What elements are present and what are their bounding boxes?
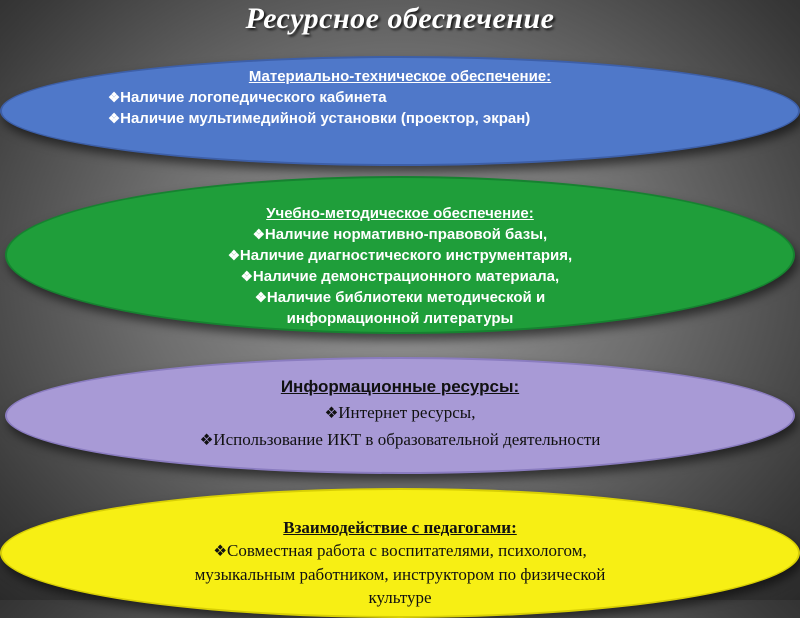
slide-title: Ресурсное обеспечение — [245, 2, 555, 35]
material-heading: Материально-техническое обеспечение: — [248, 68, 552, 85]
list-item: ❖Наличие диагностического инструментария, — [227, 247, 573, 264]
diamond-bullet-icon: ❖ — [252, 227, 265, 242]
informational-heading: Информационные ресурсы: — [280, 377, 520, 396]
list-item: ❖Использование ИКТ в образовательной деятельности — [199, 430, 601, 449]
diamond-bullet-icon: ❖ — [108, 90, 121, 105]
interaction-heading: Взаимодействие с педагогами: — [283, 518, 517, 537]
diamond-bullet-icon: ❖ — [227, 248, 240, 263]
list-item-continuation: музыкальным работником, инструктором по физической — [194, 565, 606, 584]
teacher-interaction-block — [60, 516, 740, 609]
list-item: ❖Наличие библиотеки методической и — [254, 289, 546, 306]
diamond-bullet-icon: ❖ — [240, 269, 253, 284]
diamond-bullet-icon: ❖ — [324, 405, 339, 422]
list-item: ❖Наличие мультимедийной установки (проектор, экран) — [108, 110, 531, 127]
list-item: ❖Наличие нормативно-правовой базы, — [252, 226, 548, 243]
material-resources-block — [40, 66, 760, 129]
diamond-bullet-icon: ❖ — [254, 290, 267, 305]
methodical-heading: Учебно-методическое обеспечение: — [266, 205, 534, 222]
list-item: ❖Наличие демонстрационного материала, — [240, 268, 560, 285]
diamond-bullet-icon: ❖ — [213, 543, 227, 560]
diamond-bullet-icon: ❖ — [108, 111, 121, 126]
informational-resources-block — [40, 374, 760, 454]
list-item: ❖Совместная работа с воспитателями, психологом, — [213, 541, 587, 560]
diamond-bullet-icon: ❖ — [199, 432, 214, 449]
list-item: ❖Наличие логопедического кабинета — [108, 89, 387, 106]
list-item-continuation: информационной литературы — [286, 310, 514, 327]
list-item: ❖Интернет ресурсы, — [324, 403, 476, 422]
list-item-continuation: культуре — [368, 588, 432, 607]
methodical-resources-block — [40, 203, 760, 329]
